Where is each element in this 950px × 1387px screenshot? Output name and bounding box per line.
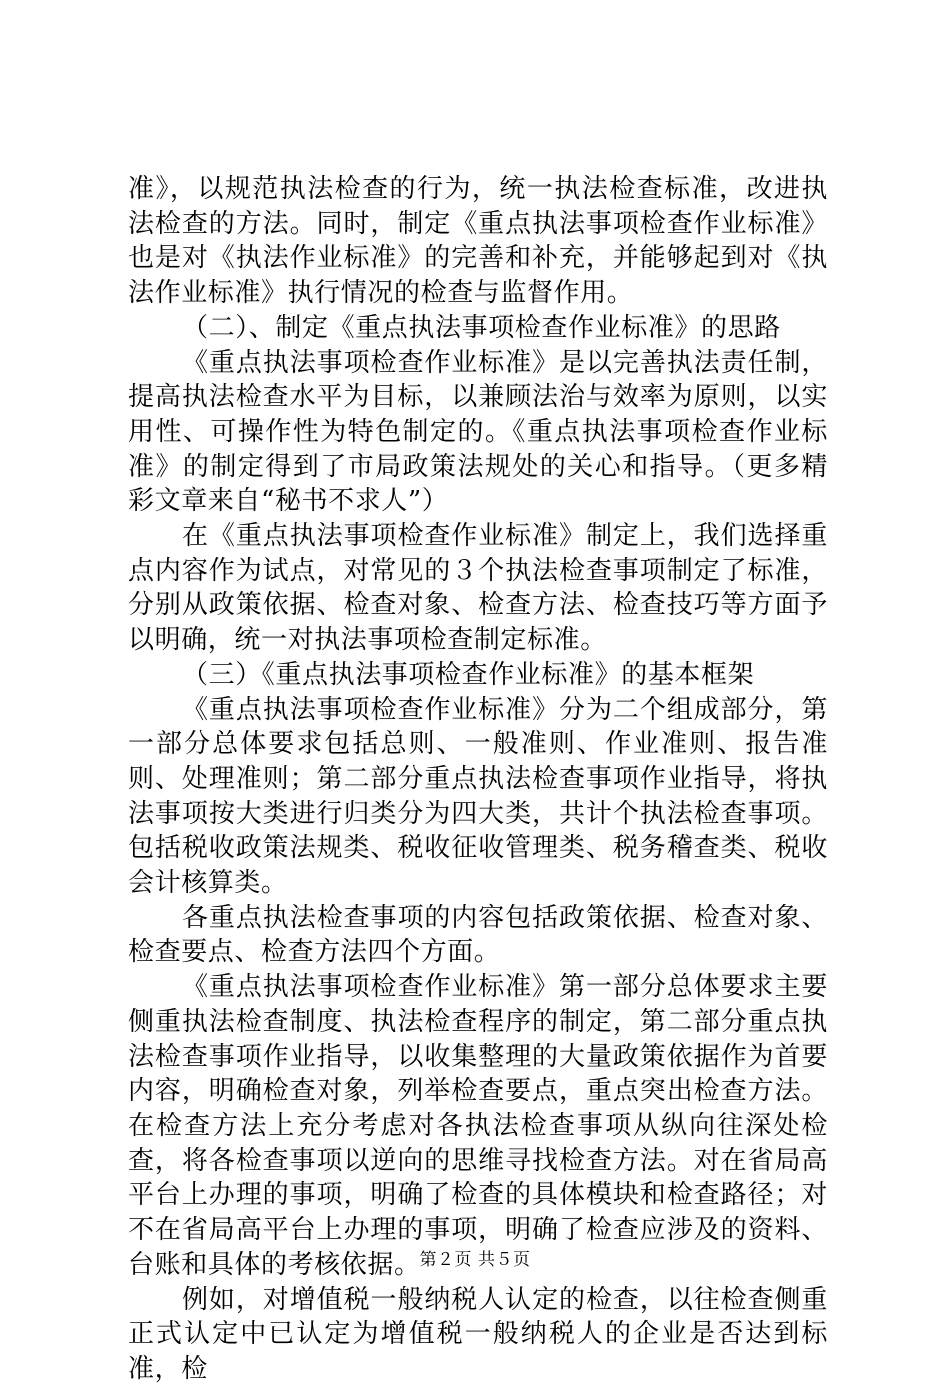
paragraph: 在《重点执法事项检查作业标准》制定上，我们选择重点内容作为试点，对常见的３个执法检查事项制定了标准，分别从政策依据、检查对象、检查方法、检查技巧等方面予以明确，统一对执法事项检查制定标准。 [128, 521, 828, 656]
paragraph: 《重点执法事项检查作业标准》分为二个组成部分，第一部分总体要求包括总则、一般准则、作业准则、报告准则、处理准则；第二部分重点执法检查事项作业指导，将执法事项按大类进行归类分为四大类，共计个执法检查事项。包括税收政策法规类、税收征收管理类、税务稽查类、税收会计核算类。 [128, 694, 828, 899]
paragraph: 《重点执法事项检查作业标准》是以完善执法责任制，提高执法检查水平为目标，以兼顾法治与效率为原则，以实用性、可操作性为特色制定的。《重点执法事项检查作业标准》的制定得到了市局政策法规处的关心和指导。（更多精彩文章来自“秘书不求人”） [128, 347, 828, 517]
page-footer: 第２页 共５页 [419, 1250, 531, 1270]
document-body [128, 172, 828, 1387]
paragraph-continuation: 准》，以规范执法检查的行为，统一执法检查标准，改进执法检查的方法。同时，制定《重点执法事项检查作业标准》也是对《执法作业标准》的完善和补充，并能够起到对《执法作业标准》执行情况的检查与监督作用。 [128, 174, 828, 309]
section-heading-2: （二）、制定《重点执法事项检查作业标准》的思路 [182, 312, 781, 343]
paragraph: 各重点执法检查事项的内容包括政策依据、检查对象、检查要点、检查方法四个方面。 [128, 902, 828, 968]
section-heading-3: （三）《重点执法事项检查作业标准》的基本框架 [182, 659, 755, 690]
paragraph: 《重点执法事项检查作业标准》第一部分总体要求主要侧重执法检查制度、执法检查程序的制定，第二部分重点执法检查事项作业指导，以收集整理的大量政策依据作为首要内容，明确检查对象，列举检查要点，重点突出检查方法。在检查方法上充分考虑对各执法检查事项从纵向往深处检查，将各检查事项以逆向的思维寻找检查方法。对在省局高平台上办理的事项，明确了检查的具体模块和检查路径；对不在省局高平台上办理的事项，明确了检查应涉及的资料、台账和具体的考核依据。 [128, 972, 828, 1280]
paragraph: 例如，对增值税一般纳税人认定的检查，以往检查侧重正式认定中已认定为增值税一般纳税人的企业是否达到标准，检 [128, 1284, 828, 1384]
